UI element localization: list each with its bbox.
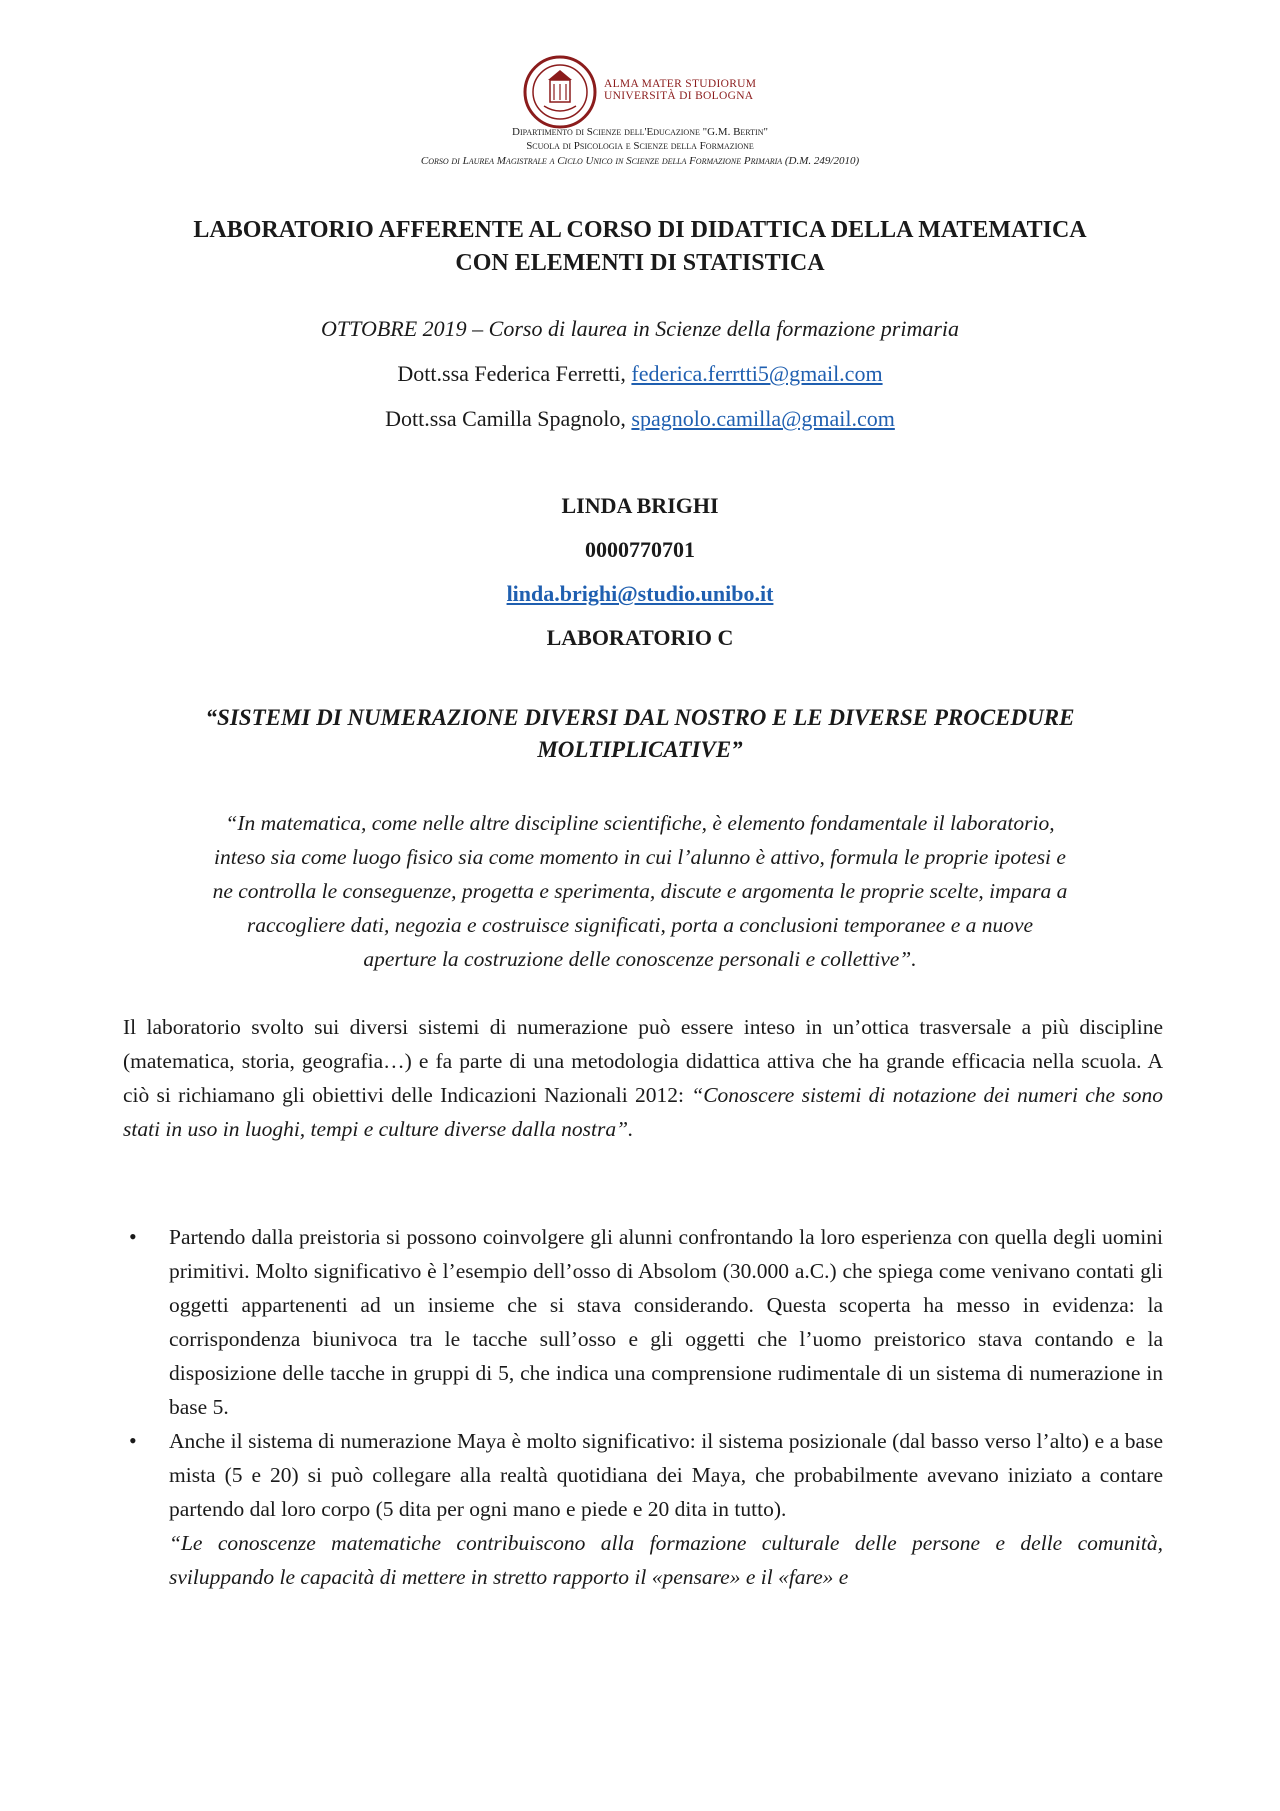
paragraph-quote: “Conoscere sistemi di notazione dei numeri che sono stati in uso in luoghi, tempi e culture diverse dalla nostra”. [123,1083,1163,1141]
quote-line: “In matematica, come nelle altre discipline scientifiche, è elemento fondamentale il laboratorio, [225,811,1055,835]
author-id: 0000770701 [585,537,695,562]
teacher-1-name: Dott.ssa Federica Ferretti, [397,361,632,386]
teacher-2-email-link[interactable]: spagnolo.camilla@gmail.com [631,406,895,431]
teacher-1-email-link[interactable]: federica.ferrtti5@gmail.com [631,361,883,386]
list-item-quote: “Le conoscenze matematiche contribuiscono alla formazione culturale delle persone e delle comunità, sviluppando le capacità di mettere in stretto rapporto il «pensare» e il «fare» e [169,1531,1163,1589]
university-name [604,78,756,102]
course-line: Corso di Laurea Magistrale a Ciclo Unico in Scienze della Formazione Primaria (D.M. 249/2010) [420,155,860,167]
bullet-list [123,1220,1163,1594]
quote-line: raccogliere dati, negozia e costruisce significati, porta a conclusioni temporanee e a nuove [246,913,1034,937]
author-email [0,580,1280,608]
body-paragraph [123,1010,1163,1146]
lab-name: LABORATORIO C [546,625,734,650]
quote-line: aperture la costruzione delle conoscenze personali e collettive”. [363,947,917,971]
school-line: Scuola di Psicologia e Scienze della Formazione [526,140,754,152]
list-item-text: Anche il sistema di numerazione Maya è molto significativo: il sistema posizionale (dal basso verso l’alto) e a base mista (5 e 20) si può collegare alla realtà quotidiana dei Maya, che probabilmente avevano iniziato a contare partendo dal loro corpo (5 dita per ogni mano e piede e 20 dita in tutto). [169,1429,1163,1521]
document-title [0,214,1280,280]
topic-title [0,702,1280,766]
teacher-1 [0,360,1280,388]
bullet-icon: • [129,1428,137,1453]
university-line1: ALMA MATER STUDIORUM [604,78,757,90]
topic-line-2: MOLTIPLICATIVE” [537,737,743,762]
list-item [123,1424,1163,1594]
list-item [123,1220,1163,1424]
teacher-2-name: Dott.ssa Camilla Spagnolo, [385,406,632,431]
title-line-2: CON ELEMENTI DI STATISTICA [455,250,825,276]
author-email-link[interactable]: linda.brighi@studio.unibo.it [506,581,774,606]
university-seal-icon [522,54,598,130]
university-line2: UNIVERSITÀ DI BOLOGNA [604,90,754,102]
list-item-text: Partendo dalla preistoria si possono coinvolgere gli alunni confrontando la loro esperienza con quella degli uomini primitivi. Molto significativo è l’esempio dell’osso di Absolom (30.000 a.C.) che spiega come venivano contati gli oggetti appartenenti ad un insieme che si stava considerando. Questa scoperta ha messo in evidenza: la corrispondenza biunivoca tra le tacche sull’osso e gli oggetti che l’uomo preistorico stava contando e la disposizione delle tacche in gruppi di 5, che indica una comprensione rudimentale di un sistema di numerazione in base 5. [169,1225,1163,1419]
department-line: Dipartimento di Scienze dell'Educazione "G.M. Bertin" [512,126,768,138]
author-name: LINDA BRIGHI [561,493,719,518]
quote-line: inteso sia come luogo fisico sia come momento in cui l’alunno è attivo, formula le proprie ipotesi e [214,845,1066,869]
quote-line: ne controlla le conseguenze, progetta e sperimenta, discute e argomenta le proprie scelte, impara a [212,879,1068,903]
topic-line-1: “SISTEMI DI NUMERAZIONE DIVERSI DAL NOSTRO E LE DIVERSE PROCEDURE [205,705,1075,730]
bullet-icon: • [129,1224,137,1249]
intro-quote [0,806,1280,976]
teacher-2 [0,405,1280,433]
session-line: OTTOBRE 2019 – Corso di laurea in Scienze della formazione primaria [321,316,959,341]
title-line-1: LABORATORIO AFFERENTE AL CORSO DI DIDATTICA DELLA MATEMATICA [193,217,1087,243]
paragraph-text: Il laboratorio svolto sui diversi sistemi di numerazione può essere inteso in un’ottica trasversale a più discipline (matematica, storia, geografia…) e fa parte di una metodologia didattica attiva che ha grande efficacia nella scuola. A ciò si richiamano gli obiettivi delle Indicazioni Nazionali 2012: [123,1015,1163,1107]
